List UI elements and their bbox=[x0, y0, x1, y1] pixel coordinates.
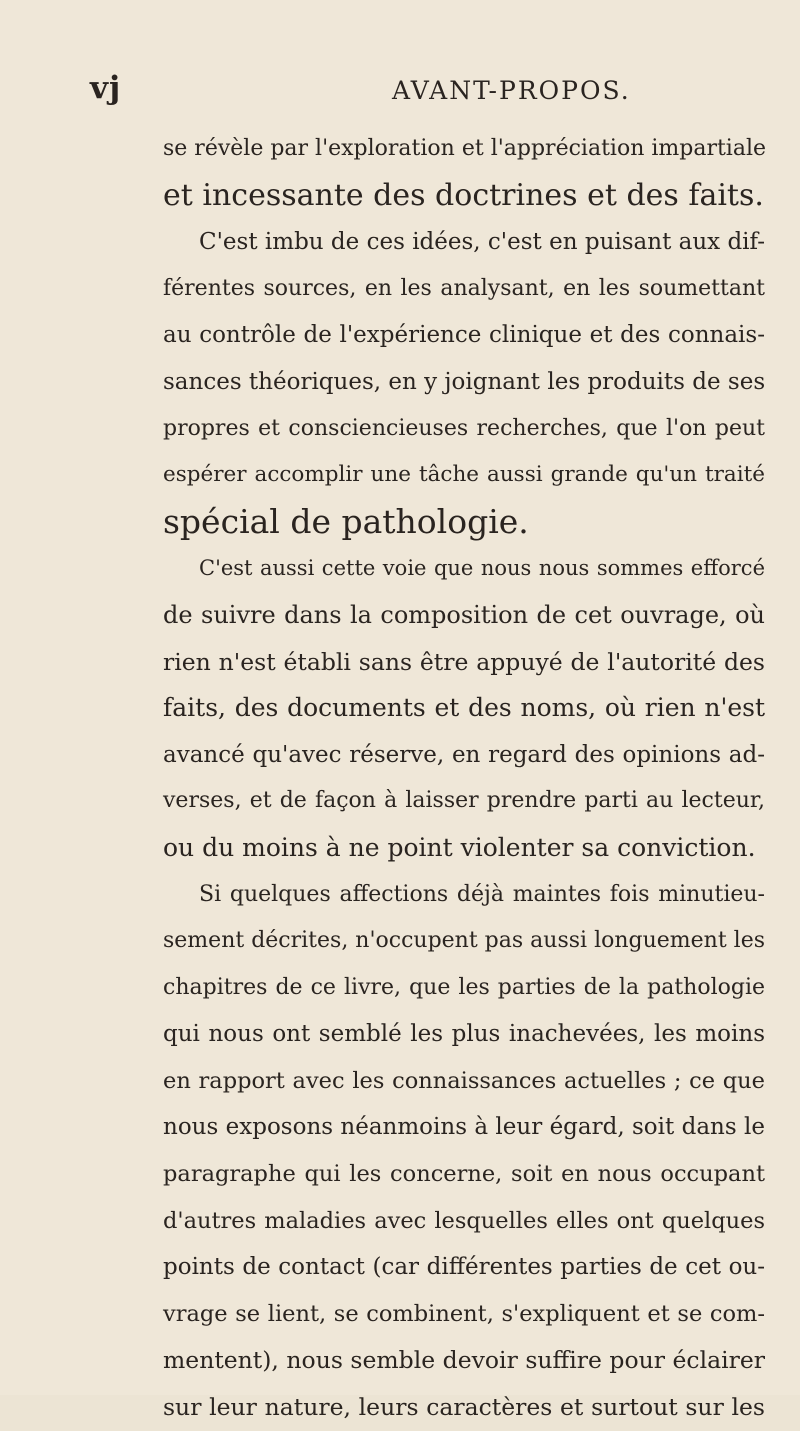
text-line: nous exposons néanmoins à leur égard, soit dans le bbox=[163, 1114, 765, 1141]
text-line: d'autres maladies avec lesquelles elles ont quelques bbox=[163, 1207, 765, 1234]
text-line: de suivre dans la composition de cet ouvrage, où bbox=[163, 600, 765, 629]
text-line: spécial de pathologie. bbox=[163, 501, 529, 541]
text-line: rien n'est établi sans être appuyé de l'autorité des bbox=[163, 647, 765, 676]
text-line: se révèle par l'exploration et l'appréciation impartiale bbox=[163, 136, 767, 161]
text-line: C'est aussi cette voie que nous nous sommes efforcé bbox=[199, 556, 765, 581]
section-title: AVANT-PROPOS. bbox=[392, 76, 631, 105]
text-line: en rapport avec les connaissances actuelles ; ce que bbox=[163, 1067, 765, 1094]
text-line: sement décrites, n'occupent pas aussi longuement les bbox=[163, 928, 766, 954]
text-line: faits, des documents et des noms, où rien n'est bbox=[163, 693, 765, 723]
text-line: propres et consciencieuses recherches, que l'on peut bbox=[163, 415, 765, 441]
text-line: au contrôle de l'expérience clinique et des connais- bbox=[163, 322, 765, 349]
text-line: chapitres de ce livre, que les parties de la pathologie bbox=[163, 974, 765, 1000]
text-line: qui nous ont semblé les plus inachevées, les moins bbox=[163, 1021, 765, 1048]
page-number: vj bbox=[90, 70, 122, 106]
text-line: C'est imbu de ces idées, c'est en puisant aux dif- bbox=[199, 229, 765, 256]
text-line: vrage se lient, se combinent, s'expliquent et se com- bbox=[163, 1300, 765, 1327]
running-head bbox=[90, 70, 770, 110]
text-line: espérer accomplir une tâche aussi grande qu'un traité bbox=[163, 462, 765, 488]
text-line: férentes sources, en les analysant, en les soumettant bbox=[163, 275, 765, 301]
text-line: mentent), nous semble devoir suffire pour éclairer bbox=[163, 1346, 765, 1375]
text-line: paragraphe qui les concerne, soit en nous occupant bbox=[163, 1161, 765, 1188]
text-line: sances théoriques, en y joignant les produits de ses bbox=[163, 368, 766, 395]
text-line: avancé qu'avec réserve, en regard des opinions ad- bbox=[163, 741, 765, 768]
text-line: points de contact (car différentes parties de cet ou- bbox=[163, 1254, 765, 1281]
text-line: ou du moins à ne point violenter sa conviction. bbox=[163, 832, 756, 862]
text-line: et incessante des doctrines et des faits. bbox=[163, 177, 764, 213]
text-line: sur leur nature, leurs caractères et surtout sur les bbox=[163, 1393, 765, 1422]
text-line: verses, et de façon à laisser prendre parti au lecteur, bbox=[163, 788, 765, 814]
body-text bbox=[163, 126, 765, 1431]
text-line: Si quelques affections déjà maintes fois minutieu- bbox=[199, 881, 765, 907]
